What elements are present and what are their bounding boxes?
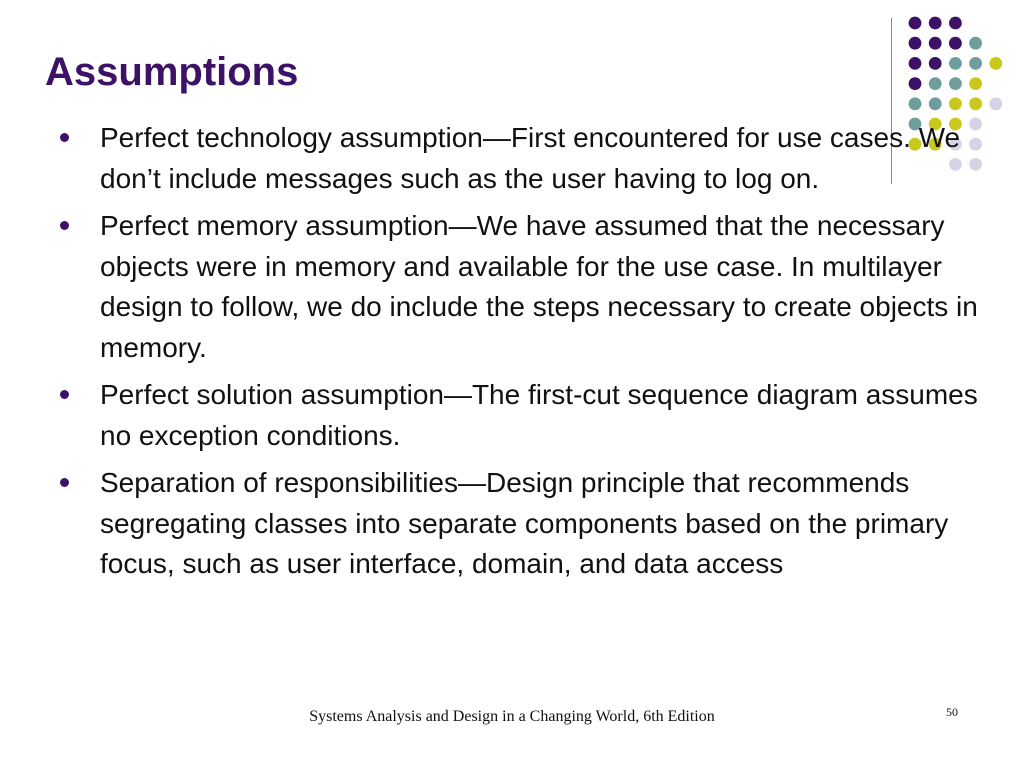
decorative-dot: [949, 37, 962, 50]
decorative-dot: [949, 77, 962, 90]
bullet-marker: [60, 390, 69, 399]
decorative-dot: [909, 77, 922, 90]
slide-footer: Systems Analysis and Design in a Changing World, 6th Edition: [309, 708, 715, 725]
decorative-dot: [929, 97, 942, 110]
decorative-dot: [929, 57, 942, 70]
decorative-dot: [969, 37, 982, 50]
decorative-dot: [969, 97, 982, 110]
bullet-item-separation-of-responsibilities: [58, 463, 988, 585]
bullet-item-perfect-technology: [58, 118, 988, 199]
bullet-text: Perfect memory assumption—We have assumed that the necessary objects were in memory and available for the use case. In multilayer design to follow, we do include the steps necessary to create objects in memory.: [100, 210, 978, 363]
bullet-marker: [60, 221, 69, 230]
bullet-marker: [60, 133, 69, 142]
decorative-dot: [909, 97, 922, 110]
decorative-dot: [909, 17, 922, 30]
decorative-dot: [929, 37, 942, 50]
bullet-text: Separation of responsibilities—Design principle that recommends segregating classes into separate components based on the primary focus, such as user interface, domain, and data access: [100, 467, 949, 579]
decorative-dot: [949, 97, 962, 110]
decorative-dot: [989, 57, 1002, 70]
page-number: 50: [946, 705, 958, 719]
decorative-dot: [949, 17, 962, 30]
decorative-dot: [969, 77, 982, 90]
bullet-marker: [60, 478, 69, 487]
decorative-dot: [909, 37, 922, 50]
bullet-item-perfect-memory: [58, 206, 988, 368]
decorative-dot: [929, 77, 942, 90]
bullet-text: Perfect solution assumption—The first-cut sequence diagram assumes no exception conditions.: [100, 379, 978, 451]
bullet-list: [58, 118, 988, 592]
decorative-dot: [949, 57, 962, 70]
bullet-text: Perfect technology assumption—First encountered for use cases. We don’t include messages such as the user having to log on.: [100, 122, 961, 194]
decorative-dot: [909, 57, 922, 70]
slide-title: Assumptions: [45, 50, 299, 94]
decorative-dot: [969, 57, 982, 70]
decorative-dot: [929, 17, 942, 30]
decorative-dot: [989, 97, 1002, 110]
bullet-item-perfect-solution: [58, 375, 988, 456]
